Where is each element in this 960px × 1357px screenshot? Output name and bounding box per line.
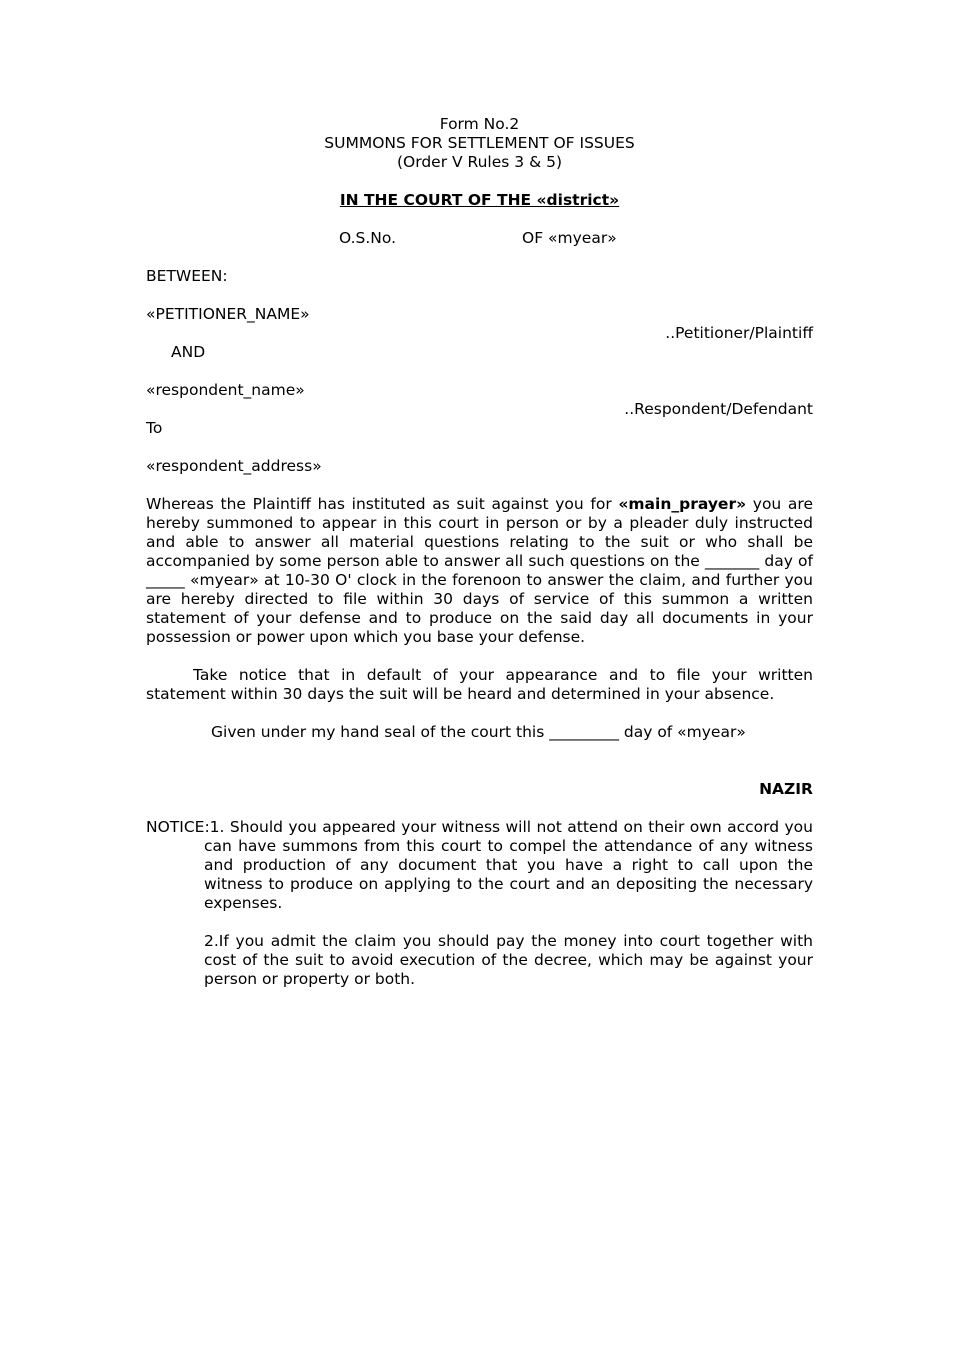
order-reference: (Order V Rules 3 & 5) (396, 153, 562, 171)
respondent-address: «respondent_address» (146, 457, 322, 475)
and-label: AND (171, 343, 206, 361)
os-number-label: O.S.No. (339, 229, 396, 247)
signatory: NAZIR (759, 780, 813, 798)
summons-document (146, 115, 813, 989)
between-label: BETWEEN: (146, 267, 228, 285)
court-heading: IN THE COURT OF THE «district» (339, 191, 620, 209)
to-label: To (146, 419, 163, 437)
petitioner-role: ..Petitioner/Plaintiff (665, 324, 813, 342)
summons-paragraph-start: Whereas the Plaintiff has instituted as suit against you for (146, 495, 619, 513)
case-year: OF «myear» (522, 229, 617, 247)
petitioner-name: «PETITIONER_NAME» (146, 305, 310, 323)
document-title: SUMMONS FOR SETTLEMENT OF ISSUES (324, 134, 635, 152)
respondent-role: ..Respondent/Defendant (624, 400, 813, 418)
notice-item-1: NOTICE:1. Should you appeared your witness will not attend on their own accord you can have summons from this court to compel the attendance of any witness and production of any document that you have a right to call upon the witness to produce on applying to the court and an depositing the necessary expenses. (146, 818, 813, 912)
main-prayer: «main_prayer» (618, 495, 747, 513)
given-under-seal: Given under my hand seal of the court this _________ day of «myear» (211, 723, 746, 741)
notice-paragraph: Take notice that in default of your appearance and to file your written statement within 30 days the suit will be heard and determined in your absence. (146, 666, 813, 703)
summons-paragraph-end: you are hereby summoned to appear in this court in person or by a pleader duly instructed and able to answer all material questions relating to the suit or who shall be accompanied by some person able to answer all such questions on the _______ day of _____ «myear» at 10-30 O' clock in the forenoon to answer the claim, and further you are hereby directed to file within 30 days of service of this summon a written statement of your defense and to produce on the said day all documents in your possession or power upon which you base your defense. (146, 495, 813, 646)
form-number: Form No.2 (439, 115, 520, 133)
notice-item-2: 2.If you admit the claim you should pay the money into court together with cost of the suit to avoid execution of the decree, which may be against your person or property or both. (204, 932, 813, 988)
case-number-line (146, 229, 813, 248)
respondent-name: «respondent_name» (146, 381, 305, 399)
summons-paragraph (146, 495, 813, 647)
